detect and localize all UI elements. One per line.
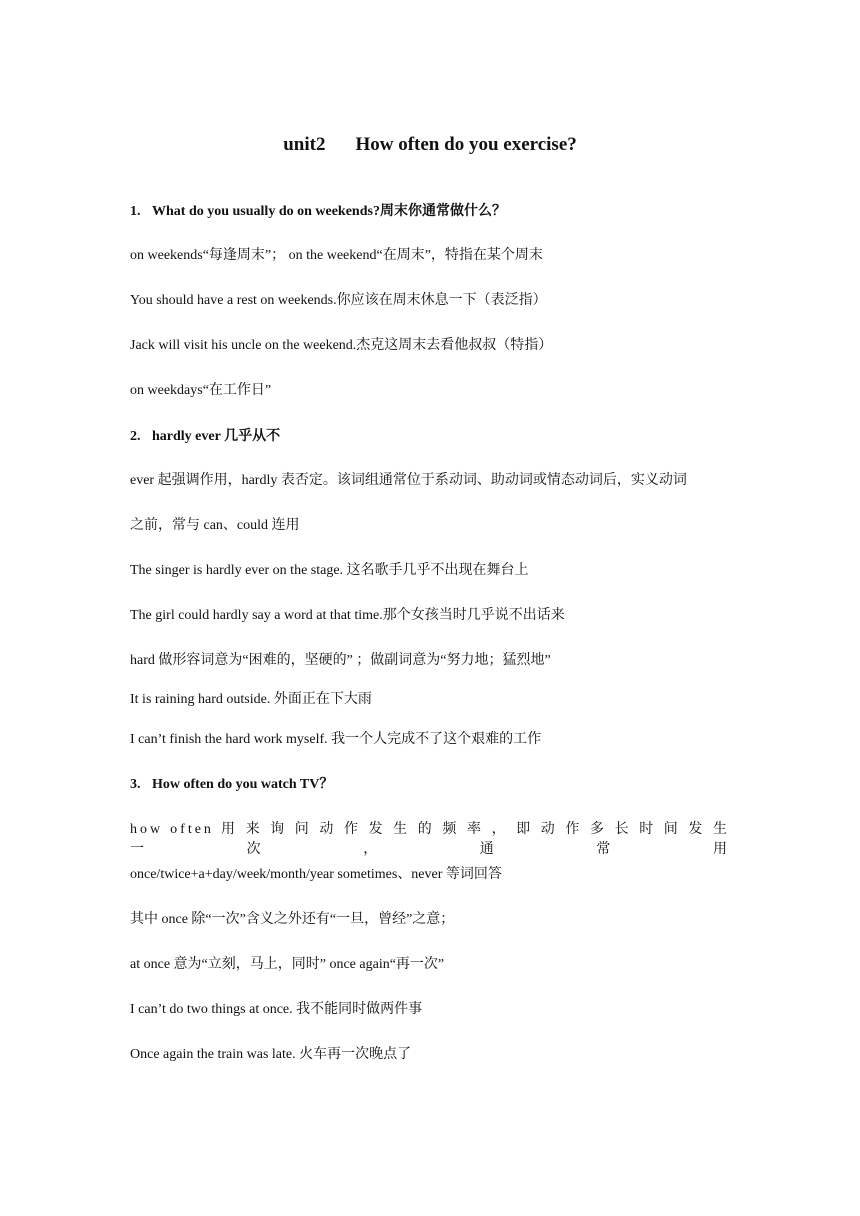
- section-2-line-5: hard 做形容词意为“困难的，坚硬的” ；做副词意为“努力地；猛烈地”: [130, 653, 551, 668]
- section-2-line-2: 之前，常与 can、could 连用: [130, 518, 300, 533]
- section-2-heading: 2. hardly ever 几乎从不: [130, 429, 281, 444]
- section-2-line-4: The girl could hardly say a word at that time.那个女孩当时几乎说不出话来: [130, 608, 565, 623]
- section-1-line-1: on weekends“每逢周末”； on the weekend“在周末”，特指在某个周末: [130, 248, 543, 263]
- section-3-line-5: I can’t do two things at once. 我不能同时做两件事: [130, 1002, 423, 1017]
- section-1-line-2: You should have a rest on weekends.你应该在周末休息一下（表泛指）: [130, 293, 547, 308]
- title-unit: unit2: [283, 134, 326, 155]
- section-2-line-1: ever 起强调作用，hardly 表否定。该词组通常位于系动词、助动词或情态动词后，实义动词: [130, 473, 687, 488]
- section-3-line-4: at once 意为“立刻，马上，同时” once again“再一次”: [130, 957, 445, 972]
- section-3-line-1: how often 用 来 询 问 动 作 发 生 的 频 率 ， 即 动 作 多 长 时 间 发 生 一 次 ， 通 常 用: [130, 822, 731, 857]
- title-question: How often do you exercise?: [355, 134, 577, 155]
- section-1-line-4: on weekdays“在工作日”: [130, 383, 272, 398]
- section-3-heading: 3. How often do you watch TV？: [130, 777, 334, 792]
- section-2-line-3: The singer is hardly ever on the stage. 这名歌手几乎不出现在舞台上: [130, 563, 529, 578]
- document-title: [0, 134, 860, 156]
- section-3-line-6: Once again the train was late. 火车再一次晚点了: [130, 1047, 412, 1062]
- section-2-line-7: I can’t finish the hard work myself. 我一个人完成不了这个艰难的工作: [130, 732, 542, 747]
- section-3-line-3: 其中 once 除“一次”含义之外还有“一旦，曾经”之意；: [130, 912, 455, 927]
- section-3-line-2: once/twice+a+day/week/month/year sometimes、never 等词回答: [130, 867, 502, 882]
- section-1-line-3: Jack will visit his uncle on the weekend.杰克这周末去看他叔叔（特指）: [130, 338, 553, 353]
- section-2-line-6: It is raining hard outside. 外面正在下大雨: [130, 692, 372, 707]
- section-1-heading: 1. What do you usually do on weekends?周末你通常做什么？: [130, 204, 506, 219]
